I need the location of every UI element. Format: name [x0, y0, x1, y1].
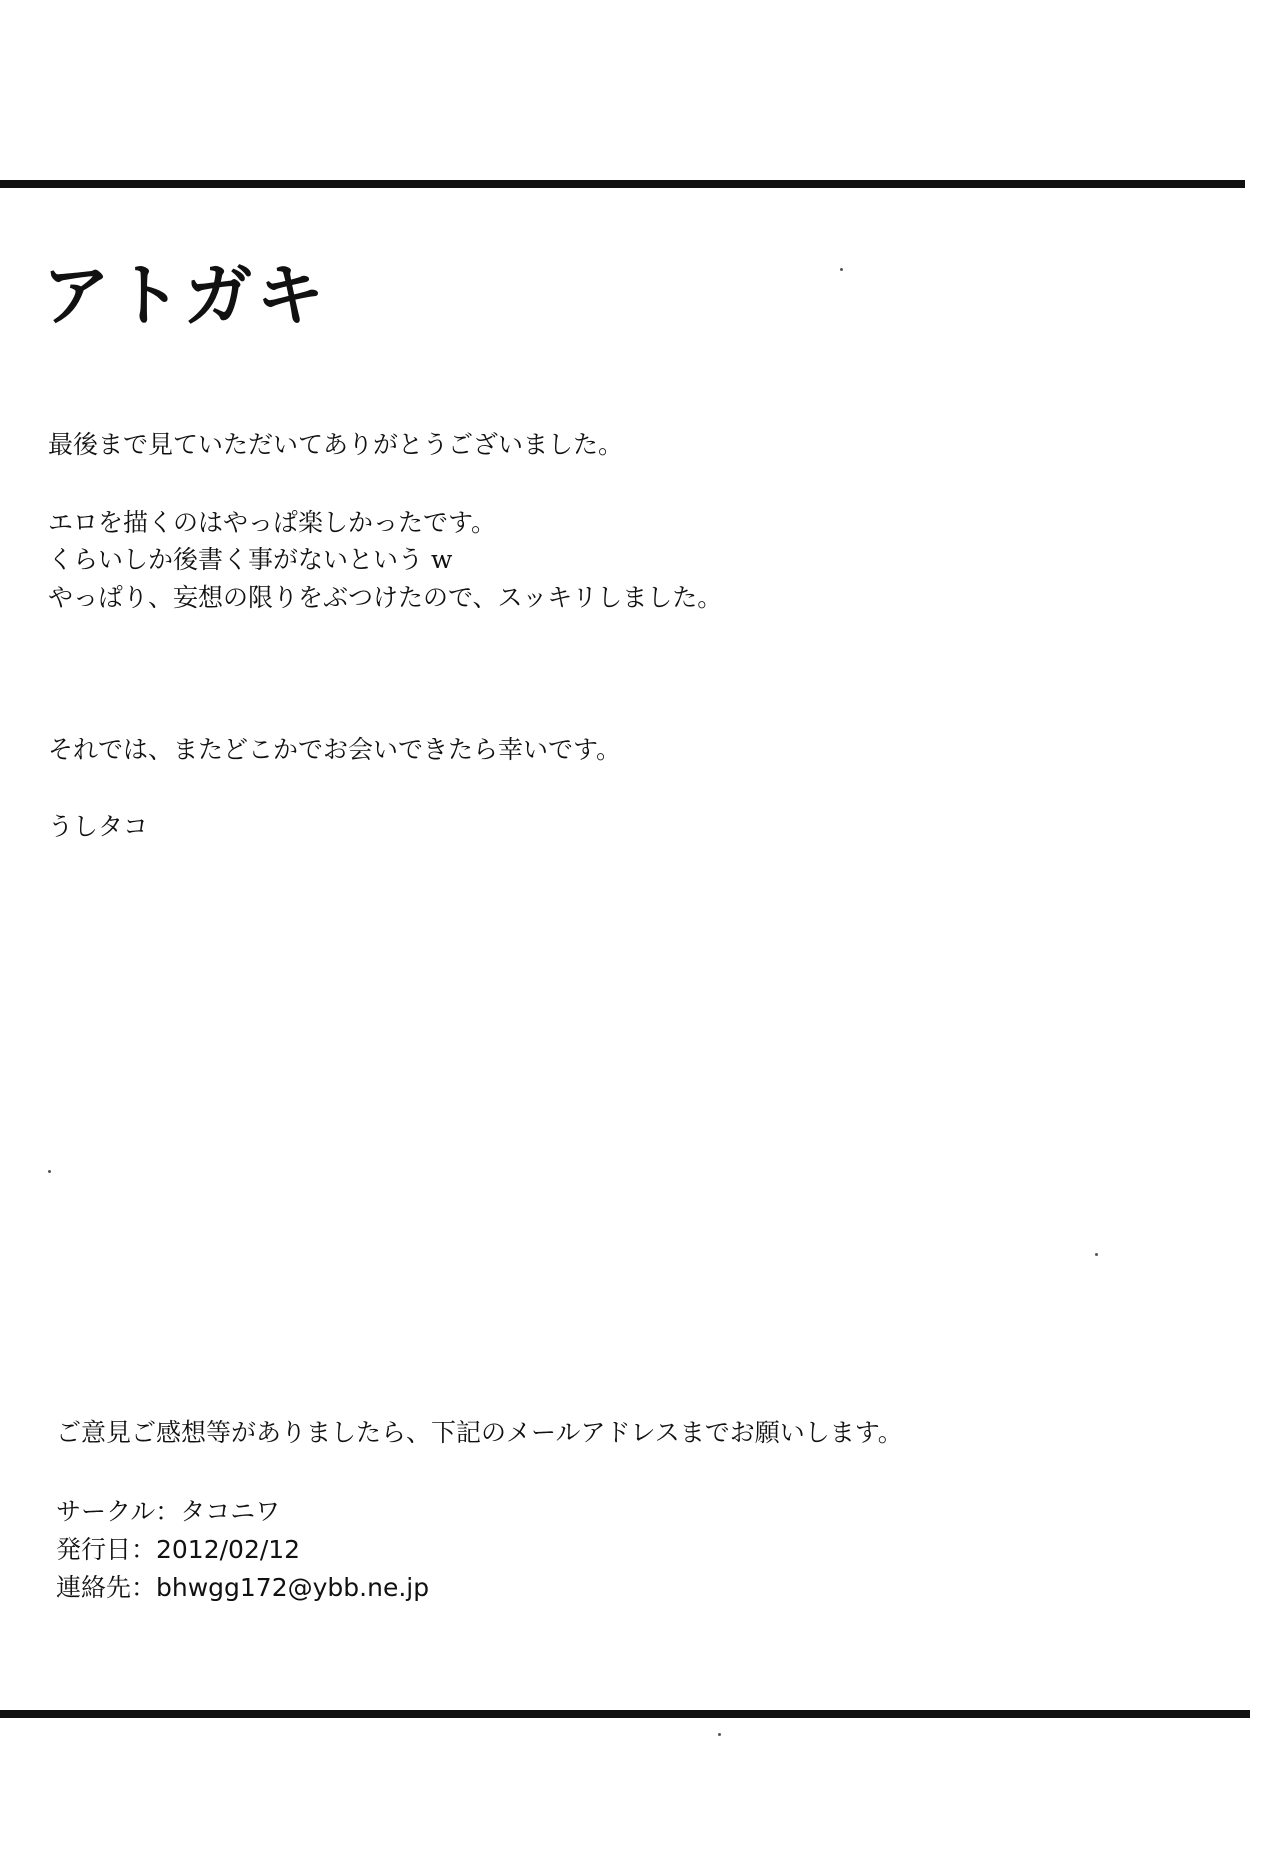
publish-date: 発行日：2012/02/12 — [56, 1535, 301, 1564]
feedback-text: ご意見ご感想等がありましたら、下記のメールアドレスまでお願いします。 — [56, 1418, 903, 1447]
contact-email: 連絡先：bhwgg172@ybb.ne.jp — [56, 1573, 430, 1602]
thanks-text: 最後まで見ていただいてありがとうございました。 — [48, 430, 624, 459]
scan-speck — [718, 1733, 721, 1736]
bottom-rule — [0, 1710, 1250, 1718]
circle-name: サークル：タコニワ — [56, 1497, 281, 1526]
scan-speck — [48, 1170, 51, 1173]
closing-text: それでは、またどこかでお会いできたら幸いです。 — [48, 735, 622, 764]
page-title: アトガキ — [42, 256, 328, 336]
scan-speck — [840, 268, 843, 271]
top-rule — [0, 180, 1245, 188]
author-signature: うしタコ — [48, 812, 149, 841]
paragraph-line: くらいしか後書く事がないという w — [48, 545, 453, 574]
paragraph-line: やっぱり、妄想の限りをぶつけたので、スッキリしました。 — [48, 583, 723, 612]
scan-speck — [1095, 1253, 1098, 1256]
paragraph-line: エロを描くのはやっぱ楽しかったです。 — [48, 508, 497, 537]
